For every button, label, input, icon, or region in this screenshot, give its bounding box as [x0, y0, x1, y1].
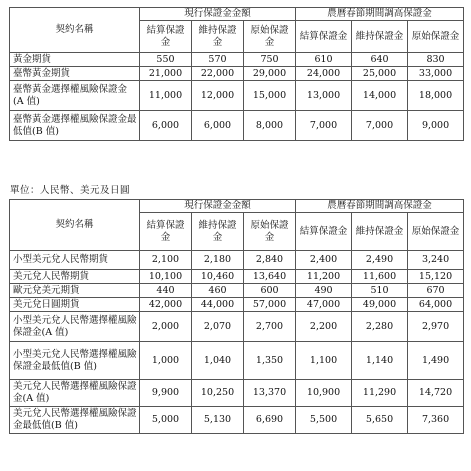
margin-value-cell: 6,000: [140, 111, 192, 141]
margin-value-cell: 15,120: [408, 270, 464, 284]
margin-value-cell: 1,350: [244, 342, 296, 380]
margin-value-cell: 44,000: [192, 298, 244, 312]
margin-value-cell: 11,290: [352, 380, 408, 407]
contract-name-cell: 黃金期貨: [10, 53, 140, 67]
margin-value-cell: 5,500: [296, 407, 352, 434]
contract-name-cell: 臺幣黃金期貨: [10, 67, 140, 81]
table-row: [10, 298, 464, 312]
margin-column-header: 維持保證金: [192, 213, 244, 251]
contract-name-cell: 美元兌人民幣選擇權風險保證金最低值(B 值): [10, 407, 140, 434]
margin-value-cell: 1,100: [296, 342, 352, 380]
margin-value-cell: 6,000: [192, 111, 244, 141]
margin-value-cell: 7,000: [296, 111, 352, 141]
table-row: [10, 53, 464, 67]
margin-value-cell: 600: [244, 284, 296, 298]
margin-column-header: 維持保證金: [352, 213, 408, 251]
margin-value-cell: 3,240: [408, 251, 464, 270]
margin-value-cell: 33,000: [408, 67, 464, 81]
margin-column-header: 結算保證金: [140, 21, 192, 53]
margin-value-cell: 10,900: [296, 380, 352, 407]
margin-column-header: 結算保證金: [296, 213, 352, 251]
margin-value-cell: 570: [192, 53, 244, 67]
margin-value-cell: 550: [140, 53, 192, 67]
margin-value-cell: 9,000: [408, 111, 464, 141]
margin-value-cell: 18,000: [408, 81, 464, 111]
margin-value-cell: 750: [244, 53, 296, 67]
margin-column-header: 原始保證金: [408, 213, 464, 251]
margin-value-cell: 42,000: [140, 298, 192, 312]
holiday-margin-header: 農曆春節期間調高保證金: [296, 8, 464, 21]
current-margin-header: 現行保證金金額: [140, 8, 296, 21]
margin-value-cell: 8,000: [244, 111, 296, 141]
margin-value-cell: 460: [192, 284, 244, 298]
margin-value-cell: 13,640: [244, 270, 296, 284]
margin-value-cell: 640: [352, 53, 408, 67]
margin-value-cell: 21,000: [140, 67, 192, 81]
margin-value-cell: 1,490: [408, 342, 464, 380]
margin-value-cell: 1,140: [352, 342, 408, 380]
table-row: [10, 284, 464, 298]
margin-value-cell: 2,490: [352, 251, 408, 270]
margin-value-cell: 2,700: [244, 312, 296, 342]
margin-value-cell: 6,690: [244, 407, 296, 434]
margin-value-cell: 7,000: [352, 111, 408, 141]
margin-value-cell: 2,180: [192, 251, 244, 270]
margin-value-cell: 2,200: [296, 312, 352, 342]
margin-value-cell: 64,000: [408, 298, 464, 312]
margin-value-cell: 510: [352, 284, 408, 298]
margin-value-cell: 22,000: [192, 67, 244, 81]
margin-value-cell: 2,970: [408, 312, 464, 342]
margin-value-cell: 440: [140, 284, 192, 298]
margin-value-cell: 57,000: [244, 298, 296, 312]
margin-value-cell: 5,650: [352, 407, 408, 434]
margin-value-cell: 2,400: [296, 251, 352, 270]
margin-value-cell: 47,000: [296, 298, 352, 312]
contract-name-header: 契約名稱: [10, 8, 140, 53]
margin-value-cell: 2,280: [352, 312, 408, 342]
margin-value-cell: 15,000: [244, 81, 296, 111]
contract-name-cell: 歐元兌美元期貨: [10, 284, 140, 298]
margin-value-cell: 24,000: [296, 67, 352, 81]
margin-column-header: 維持保證金: [192, 21, 244, 53]
margin-value-cell: 11,600: [352, 270, 408, 284]
table-row: [10, 342, 464, 380]
margin-column-header: 結算保證金: [140, 213, 192, 251]
margin-value-cell: 670: [408, 284, 464, 298]
margin-column-header: 維持保證金: [352, 21, 408, 53]
table-row: [10, 380, 464, 407]
margin-value-cell: 2,100: [140, 251, 192, 270]
contract-name-cell: 美元兌日圓期貨: [10, 298, 140, 312]
contract-name-cell: 臺幣黃金選擇權風險保證金(A 值): [10, 81, 140, 111]
margin-value-cell: 10,250: [192, 380, 244, 407]
contract-name-header: 契約名稱: [10, 200, 140, 251]
margin-column-header: 原始保證金: [244, 213, 296, 251]
table-row: [10, 251, 464, 270]
margin-value-cell: 830: [408, 53, 464, 67]
margin-value-cell: 5,000: [140, 407, 192, 434]
table-row: [10, 111, 464, 141]
margin-value-cell: 25,000: [352, 67, 408, 81]
margin-value-cell: 2,840: [244, 251, 296, 270]
contract-name-cell: 美元兌人民幣選擇權風險保證金(A 值): [10, 380, 140, 407]
margin-value-cell: 14,000: [352, 81, 408, 111]
margin-value-cell: 12,000: [192, 81, 244, 111]
margin-value-cell: 11,000: [140, 81, 192, 111]
margin-value-cell: 610: [296, 53, 352, 67]
table-row: [10, 407, 464, 434]
table-row: [10, 270, 464, 284]
contract-name-cell: 小型美元兌人民幣選擇權風險保證金(A 值): [10, 312, 140, 342]
margin-value-cell: 14,720: [408, 380, 464, 407]
table-row: [10, 81, 464, 111]
margin-value-cell: 1,040: [192, 342, 244, 380]
margin-value-cell: 7,360: [408, 407, 464, 434]
margin-value-cell: 490: [296, 284, 352, 298]
current-margin-header: 現行保證金金額: [140, 200, 296, 213]
margin-value-cell: 10,460: [192, 270, 244, 284]
margin-value-cell: 2,000: [140, 312, 192, 342]
table-row: [10, 312, 464, 342]
unit-note: 單位：人民幣、美元及日圓: [10, 185, 131, 196]
contract-name-cell: 美元兌人民幣期貨: [10, 270, 140, 284]
margin-value-cell: 1,000: [140, 342, 192, 380]
margin-value-cell: 5,130: [192, 407, 244, 434]
contract-name-cell: 小型美元兌人民幣選擇權風險保證金最低值(B 值): [10, 342, 140, 380]
margin-value-cell: 13,000: [296, 81, 352, 111]
margin-value-cell: 49,000: [352, 298, 408, 312]
margin-column-header: 原始保證金: [244, 21, 296, 53]
margin-value-cell: 10,100: [140, 270, 192, 284]
margin-value-cell: 13,370: [244, 380, 296, 407]
margin-value-cell: 11,200: [296, 270, 352, 284]
fx-margin-table: [9, 199, 464, 434]
gold-margin-table: [9, 7, 464, 141]
holiday-margin-header: 農曆春節期間調高保證金: [296, 200, 464, 213]
margin-column-header: 結算保證金: [296, 21, 352, 53]
table-row: [10, 67, 464, 81]
margin-column-header: 原始保證金: [408, 21, 464, 53]
contract-name-cell: 臺幣黃金選擇權風險保證金最低值(B 值): [10, 111, 140, 141]
margin-value-cell: 9,900: [140, 380, 192, 407]
margin-value-cell: 2,070: [192, 312, 244, 342]
contract-name-cell: 小型美元兌人民幣期貨: [10, 251, 140, 270]
margin-value-cell: 29,000: [244, 67, 296, 81]
